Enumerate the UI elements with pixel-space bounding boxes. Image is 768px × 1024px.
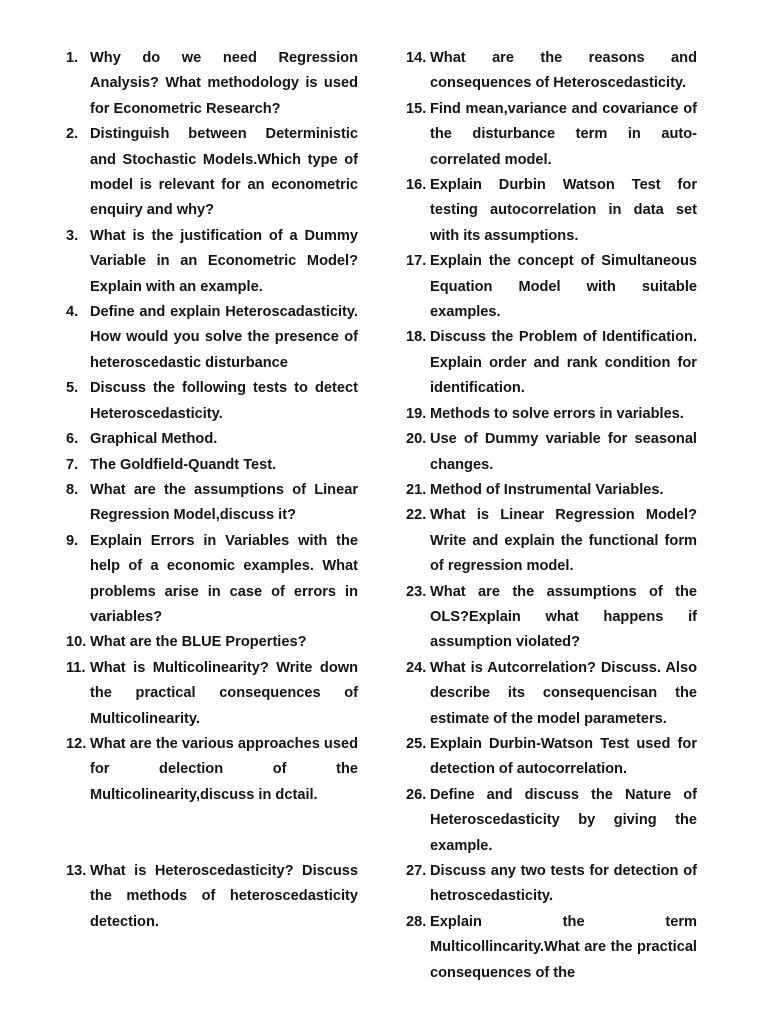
question-text: Discuss the following tests to detect Heteroscedasticity. bbox=[90, 380, 358, 422]
question-text: Why do we need Regression Analysis? What methodology is used for Econometric Research? bbox=[90, 50, 358, 117]
question-item bbox=[66, 376, 358, 427]
question-item bbox=[66, 630, 358, 655]
question-item bbox=[406, 783, 697, 859]
question-text: Methods to solve errors in variables. bbox=[430, 405, 684, 422]
question-item bbox=[66, 529, 358, 631]
question-number: 25. bbox=[406, 735, 427, 752]
question-item bbox=[406, 859, 697, 910]
question-number: 11. bbox=[66, 659, 86, 676]
question-item bbox=[406, 97, 697, 173]
question-text: What are the BLUE Properties? bbox=[90, 634, 307, 651]
question-number: 27. bbox=[406, 863, 427, 879]
question-text: Distinguish between Deterministic and Stochastic Models.Which type of model is relevant for an econometric enquiry and why? bbox=[90, 126, 358, 219]
question-item bbox=[66, 224, 358, 300]
question-number: 5. bbox=[66, 380, 79, 397]
question-text: What are the assumptions of Linear Regression Model,discuss it? bbox=[90, 481, 358, 524]
question-text: Use of Dummy variable for seasonal changes. bbox=[430, 431, 697, 473]
question-item bbox=[406, 910, 697, 986]
question-text: Explain Durbin Watson Test for testing autocorrelation in data set with its assumptions. bbox=[430, 177, 697, 244]
question-text: Discuss any two tests for detection of hetroscedasticity. bbox=[430, 863, 697, 905]
question-item bbox=[66, 656, 358, 732]
question-number: 14. bbox=[406, 50, 427, 66]
question-number: 10. bbox=[66, 634, 87, 651]
question-text: Explain the term Multicollincarity.What are the practical consequences of the bbox=[430, 913, 697, 981]
question-text: Explain the concept of Simultaneous Equation Model with suitable examples. bbox=[430, 253, 697, 321]
question-item bbox=[406, 503, 697, 579]
question-text: What is Heteroscedasticity? Discuss the methods of heteroscedasticity detection. bbox=[90, 862, 358, 930]
question-number: 17. bbox=[406, 253, 427, 270]
question-number: 24. bbox=[406, 659, 427, 676]
question-item bbox=[66, 46, 358, 122]
question-number: 4. bbox=[66, 304, 79, 321]
question-number: 28. bbox=[406, 913, 427, 930]
question-item bbox=[66, 427, 358, 452]
question-text: The Goldfield-Quandt Test. bbox=[90, 456, 277, 473]
question-item bbox=[66, 859, 358, 935]
question-number: 16. bbox=[406, 177, 427, 194]
question-item bbox=[406, 427, 697, 478]
question-number: 7. bbox=[66, 456, 79, 473]
question-number: 8. bbox=[66, 481, 79, 498]
question-item bbox=[406, 46, 697, 97]
question-text: Explain Errors in Variables with the help of a economic examples. What problems arise in case of errors in variables? bbox=[90, 532, 358, 625]
question-number: 13. bbox=[66, 862, 87, 879]
question-item bbox=[66, 453, 358, 478]
question-text: Graphical Method. bbox=[90, 431, 218, 448]
question-number: 18. bbox=[406, 329, 427, 346]
question-number: 19. bbox=[406, 405, 427, 422]
question-text: What are the various approaches used for delection of the Multicolinearity,discuss in dctail. bbox=[90, 735, 358, 803]
question-item bbox=[406, 656, 697, 732]
question-text: Method of Instrumental Variables. bbox=[430, 481, 664, 498]
left-question-column bbox=[66, 46, 358, 935]
question-item bbox=[406, 402, 697, 427]
question-text: Find mean,variance and covariance of the disturbance term in auto-correlated model. bbox=[430, 100, 697, 168]
question-number: 15. bbox=[406, 100, 427, 117]
question-number: 20. bbox=[406, 431, 427, 448]
question-text: What is Multicolinearity? Write down the practical consequences of Multicolinearity. bbox=[90, 659, 358, 727]
question-item bbox=[406, 580, 697, 656]
right-question-column bbox=[406, 46, 697, 986]
question-text: What is the justification of a Dummy Variable in an Econometric Model? Explain with an example. bbox=[90, 227, 358, 295]
question-number: 23. bbox=[406, 583, 427, 600]
question-number: 12. bbox=[66, 735, 87, 752]
question-item bbox=[406, 325, 697, 401]
question-text: Define and explain Heteroscadasticity. How would you solve the presence of heteroscedastic disturbance bbox=[90, 304, 358, 371]
question-item bbox=[66, 478, 358, 529]
question-number: 21. bbox=[406, 481, 427, 498]
question-text: Discuss the Problem of Identification. Explain order and rank condition for identification. bbox=[430, 329, 697, 397]
question-text: What is Linear Regression Model? Write and explain the functional form of regression model. bbox=[430, 507, 697, 575]
question-number: 2. bbox=[66, 126, 79, 143]
question-item bbox=[406, 249, 697, 325]
question-number: 22. bbox=[406, 507, 427, 524]
question-number: 3. bbox=[66, 227, 79, 244]
question-text: Define and discuss the Nature of Heteroscedasticity by giving the example. bbox=[430, 786, 697, 854]
question-number: 1. bbox=[66, 50, 79, 66]
question-text: Explain Durbin-Watson Test used for detection of autocorrelation. bbox=[430, 735, 697, 778]
question-item bbox=[66, 122, 358, 224]
question-number: 6. bbox=[66, 431, 79, 448]
question-text: What are the reasons and consequences of Heteroscedasticity. bbox=[430, 50, 697, 92]
question-item bbox=[66, 300, 358, 376]
question-item bbox=[66, 732, 358, 808]
question-item bbox=[406, 732, 697, 783]
question-item bbox=[406, 478, 697, 503]
question-number: 9. bbox=[66, 532, 79, 549]
question-text: What are the assumptions of the OLS?Explain what happens if assumption violated? bbox=[430, 583, 697, 651]
question-number: 26. bbox=[406, 786, 427, 803]
question-item bbox=[406, 173, 697, 249]
question-text: What is Autcorrelation? Discuss. Also describe its consequencisan the estimate of the model parameters. bbox=[430, 659, 697, 727]
